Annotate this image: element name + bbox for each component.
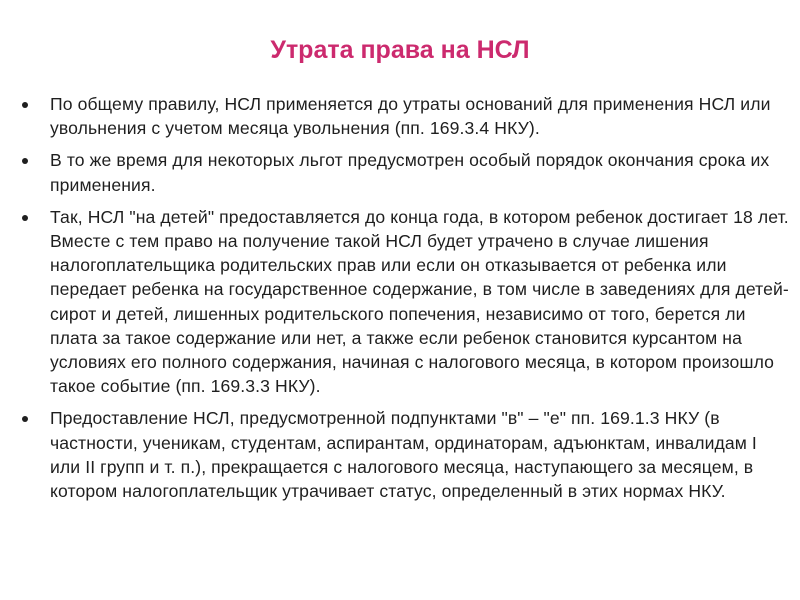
bullet-text: По общему правилу, НСЛ применяется до утраты оснований для применения НСЛ или увольнения с учетом месяца увольнения (пп. 169.3.4 НКУ). — [50, 94, 771, 139]
bullet-dot-icon — [22, 158, 28, 164]
slide-title: Утрата права на НСЛ — [270, 36, 530, 64]
bullet-item — [20, 148, 790, 196]
bullet-list — [20, 92, 790, 511]
bullet-item — [20, 92, 790, 140]
bullet-text: Так, НСЛ "на детей" предоставляется до конца года, в котором ребенок достигает 18 лет. Вместе с тем право на получение такой НСЛ будет утрачено в случае лишения налогоплательщика родительских прав или если он отказывается от ребенка или передает ребенка на государственное содержание, в том числе в заведениях для детей-сирот и детей, лишенных родительского попечения, независимо от того, берется ли плата за такое содержание или нет, а также если ребенок становится курсантом на условиях его полного содержания, начиная с налогового месяца, в котором произошло такое событие (пп. 169.3.3 НКУ). — [50, 206, 789, 397]
bullet-text: В то же время для некоторых льгот предусмотрен особый порядок окончания срока их применения. — [50, 150, 770, 195]
bullet-dot-icon — [22, 416, 28, 422]
bullet-dot-icon — [22, 102, 28, 108]
bullet-item — [20, 406, 790, 503]
bullet-item — [20, 205, 790, 399]
bullet-dot-icon — [22, 215, 28, 221]
bullet-text: Предоставление НСЛ, предусмотренной подпунктами "в" – "е" пп. 169.1.3 НКУ (в частности, ученикам, студентам, аспирантам, ординаторам, адъюнктам, инвалидам I или II групп и т. п.), прекращается с налогового месяца, наступающего за месяцем, в котором налогоплательщик утрачивает статус, определенный в этих нормах НКУ. — [50, 408, 757, 502]
